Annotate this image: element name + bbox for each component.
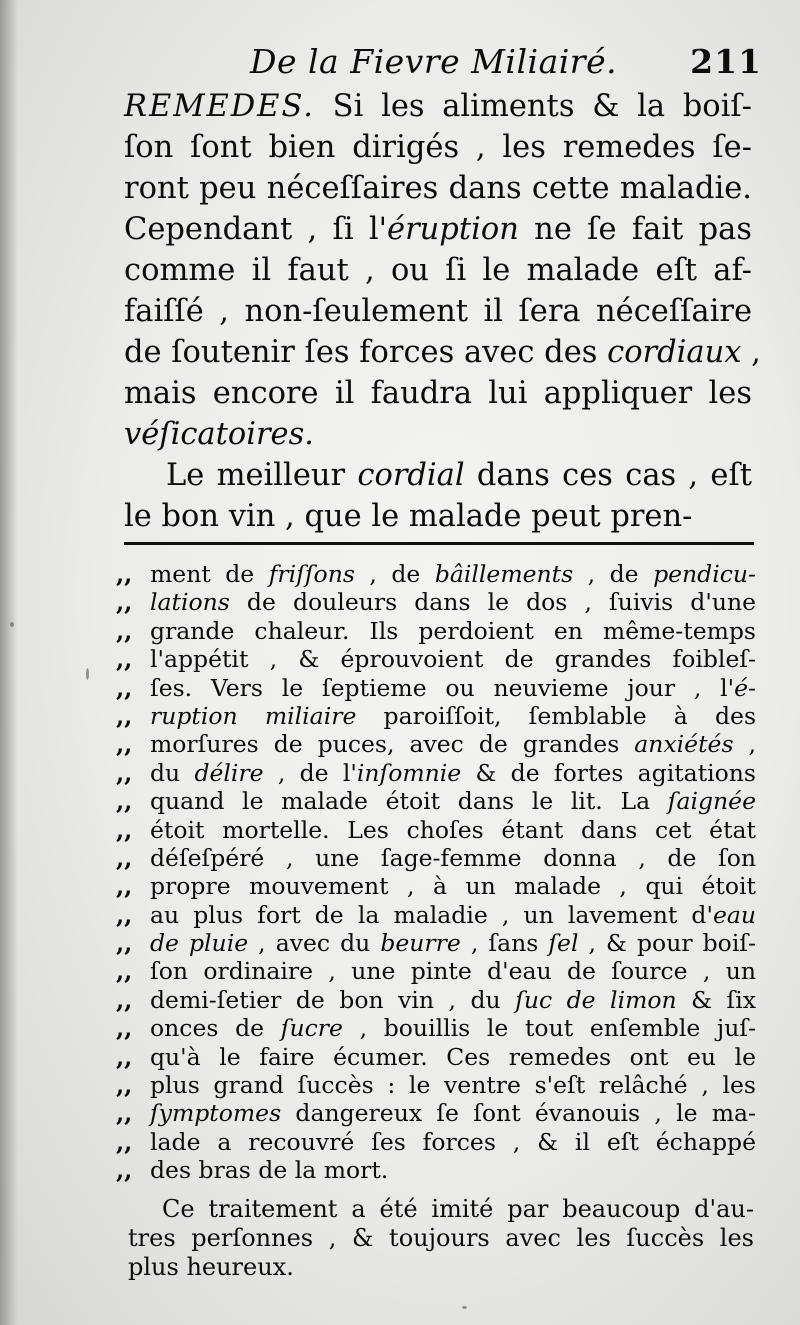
text-run: Ce traitement a été imité par beaucoup d'au- [162, 1195, 754, 1223]
section-heading-word: REMEDES. [124, 89, 315, 124]
text-run: plus heureux. [128, 1253, 294, 1281]
text-line [128, 1224, 754, 1253]
text-run: quand le malade étoit dans le lit. La [150, 787, 668, 816]
text-run: Si les aliments & la boiſ- [314, 89, 752, 124]
quotation-mark: ,, [116, 815, 133, 844]
italic-term: anxiétés [634, 730, 734, 759]
footnote-line [116, 816, 756, 844]
text-run: paroiſſoit, ſemblable à des [356, 701, 757, 730]
main-text [124, 86, 761, 537]
footnote-line [116, 957, 756, 985]
quotation-mark: ,, [116, 1071, 133, 1100]
italic-term: inſomnie [356, 758, 462, 787]
text-line [128, 1195, 754, 1224]
quotation-mark: ,, [116, 758, 133, 787]
italic-term: cordial [357, 458, 465, 493]
paper-speck [462, 1306, 467, 1309]
text-line [124, 291, 752, 332]
text-run: , ſans [460, 929, 549, 958]
text-run: & ſix [676, 985, 757, 1014]
quotation-mark: ,, [116, 645, 133, 674]
footnote-line [116, 787, 756, 815]
text-run: , [733, 730, 756, 759]
footnote-rule [124, 542, 754, 545]
text-run: , de l' [263, 758, 357, 787]
quotation-mark: ,, [116, 1156, 133, 1185]
footnote-line [116, 1014, 756, 1042]
text-run: du [150, 758, 195, 787]
footnote-line [116, 986, 756, 1014]
quotation-mark: ,, [116, 985, 133, 1014]
text-run: lade a recouvré ſes forces , & il eſt échappé [150, 1127, 756, 1156]
text-line [128, 1253, 754, 1282]
paper-speck [10, 622, 14, 627]
text-run: qu'à le faire écumer. Ces remedes ont eu le [150, 1042, 756, 1071]
italic-term: ſucre [280, 1014, 343, 1043]
quotation-mark: ,, [116, 588, 133, 617]
italic-term: de pluie [150, 929, 249, 958]
footnote-line [116, 674, 756, 702]
footnote-line [116, 901, 756, 929]
text-run: morſures de puces, avec de grandes [150, 730, 635, 759]
text-run: ſon ordinaire , une pinte d'eau de ſource , un [150, 957, 756, 986]
footnote-line [116, 730, 756, 758]
italic-term: ruption miliaire [150, 701, 357, 730]
text-run: , de [573, 560, 654, 588]
italic-term: pendicu- [653, 560, 756, 588]
text-line [124, 127, 752, 168]
text-run: le bon vin , que le malade peut pren- [124, 499, 693, 534]
quotation-mark: ,, [116, 1042, 133, 1071]
quotation-mark: ,, [116, 957, 133, 986]
footnote-line [116, 702, 756, 730]
italic-term: ſuc de limon [515, 985, 677, 1014]
text-run: de douleurs dans le dos , ſuivis d'une [229, 588, 756, 617]
text-run: déſeſpéré , une ſage-femme donna , de ſon [150, 843, 756, 872]
running-head: De la Fievre Miliairé. [250, 42, 618, 81]
footnote-line [116, 645, 756, 673]
text-run: ment de [150, 560, 269, 588]
footnote-line [116, 588, 756, 616]
quotation-mark: ,, [116, 843, 133, 872]
page-number: 211 [690, 42, 762, 81]
footnote-line [116, 844, 756, 872]
text-run: des bras de la mort. [150, 1156, 389, 1185]
footnote-line [116, 1071, 756, 1099]
quotation-mark: ,, [116, 560, 133, 588]
page-header [250, 42, 770, 92]
italic-term: beurre [380, 929, 461, 958]
text-run: dangereux ſe ſont évanouis , le ma- [281, 1099, 756, 1128]
text-run: Cependant , ſi l' [124, 212, 388, 247]
footnote-line [116, 1099, 756, 1127]
quotation-mark: ,, [116, 1014, 133, 1043]
quotation-mark: ,, [116, 929, 133, 958]
text-line [124, 373, 752, 414]
footnote-line [116, 759, 756, 787]
text-run: , [741, 335, 761, 370]
italic-term: eau [712, 900, 756, 929]
italic-term: ſel [548, 929, 579, 958]
text-run: tres perſonnes , & toujours avec les ſuccès les [128, 1224, 754, 1252]
text-line [124, 414, 752, 455]
text-line [124, 86, 752, 127]
italic-term: friſſons [268, 560, 355, 588]
text-run: dans ces cas , eſt [464, 458, 752, 493]
quotation-mark: ,, [116, 673, 133, 702]
text-run: ſon ſont bien dirigés , les remedes ſe- [124, 130, 752, 165]
text-run: grande chaleur. Ils perdoient en même-temps [150, 616, 756, 645]
text-line [124, 455, 752, 496]
text-run: étoit mortelle. Les choſes étant dans cet état [150, 815, 756, 844]
text-run: , & pour boiſ- [578, 929, 756, 958]
italic-term: ſymptomes [150, 1099, 282, 1128]
text-run: mais encore il faudra lui appliquer les [124, 376, 752, 411]
text-run: , bouillis le tout enſemble juſ- [342, 1014, 756, 1043]
quotation-mark: ,, [116, 616, 133, 645]
text-run: propre mouvement , à un malade , qui étoit [150, 872, 756, 901]
footnote-line [116, 617, 756, 645]
footnote-line [116, 929, 756, 957]
text-run: , avec du [248, 929, 381, 958]
italic-term: délire [194, 758, 264, 787]
text-run: ne ſe fait pas [518, 212, 752, 247]
footnote-line [116, 1043, 756, 1071]
text-run: ront peu néceſſaires dans cette maladie. [124, 171, 752, 206]
footnote-line [116, 1128, 756, 1156]
footnote-line [116, 560, 756, 588]
footnote-closing-paragraph [128, 1195, 754, 1282]
text-run: ſes. Vers le ſeptieme ou neuvieme jour , l' [150, 673, 735, 702]
text-run: au plus fort de la maladie , un lavement d' [150, 900, 713, 929]
italic-term: éruption [387, 212, 519, 247]
italic-term: bâillements [434, 560, 574, 588]
quotation-mark: ,, [116, 872, 133, 901]
text-run: plus grand ſuccès : le ventre s'eſt relâché , les [150, 1071, 756, 1100]
text-run: onces de [150, 1014, 281, 1043]
italic-term: lations [150, 588, 230, 617]
italic-term: cordiaux [607, 335, 742, 370]
text-run: Le meilleur [166, 458, 358, 493]
quotation-mark: ,, [116, 900, 133, 929]
page-shadow-edge [0, 0, 18, 1325]
text-run: comme il faut , ou ſi le malade eſt af- [124, 253, 752, 288]
quotation-mark: ,, [116, 701, 133, 730]
text-run: de ſoutenir ſes forces avec des [124, 335, 608, 370]
text-line [124, 168, 752, 209]
italic-term: ſaignée [667, 787, 756, 816]
text-line [124, 209, 752, 250]
italic-term: é- [734, 673, 756, 702]
footnote-block [116, 560, 756, 1185]
text-run: l'appétit , & éprouvoient de grandes foibleſ- [150, 645, 756, 674]
quotation-mark: ,, [116, 1099, 133, 1128]
text-run: & de fortes agitations [461, 758, 756, 787]
quotation-mark: ,, [116, 730, 133, 759]
text-run: demi-ſetier de bon vin , du [150, 985, 516, 1014]
quotation-mark: ,, [116, 787, 133, 816]
text-run: , de [354, 560, 435, 588]
text-line [124, 496, 752, 537]
text-line [124, 250, 752, 291]
text-line [124, 332, 761, 373]
quotation-mark: ,, [116, 1127, 133, 1156]
italic-term: véſicatoires. [124, 417, 314, 452]
paper-speck [86, 668, 89, 680]
footnote-line [116, 872, 756, 900]
text-run: faiſſé , non-ſeulement il ſera néceſſaire [124, 294, 752, 329]
footnote-line [116, 1156, 756, 1184]
